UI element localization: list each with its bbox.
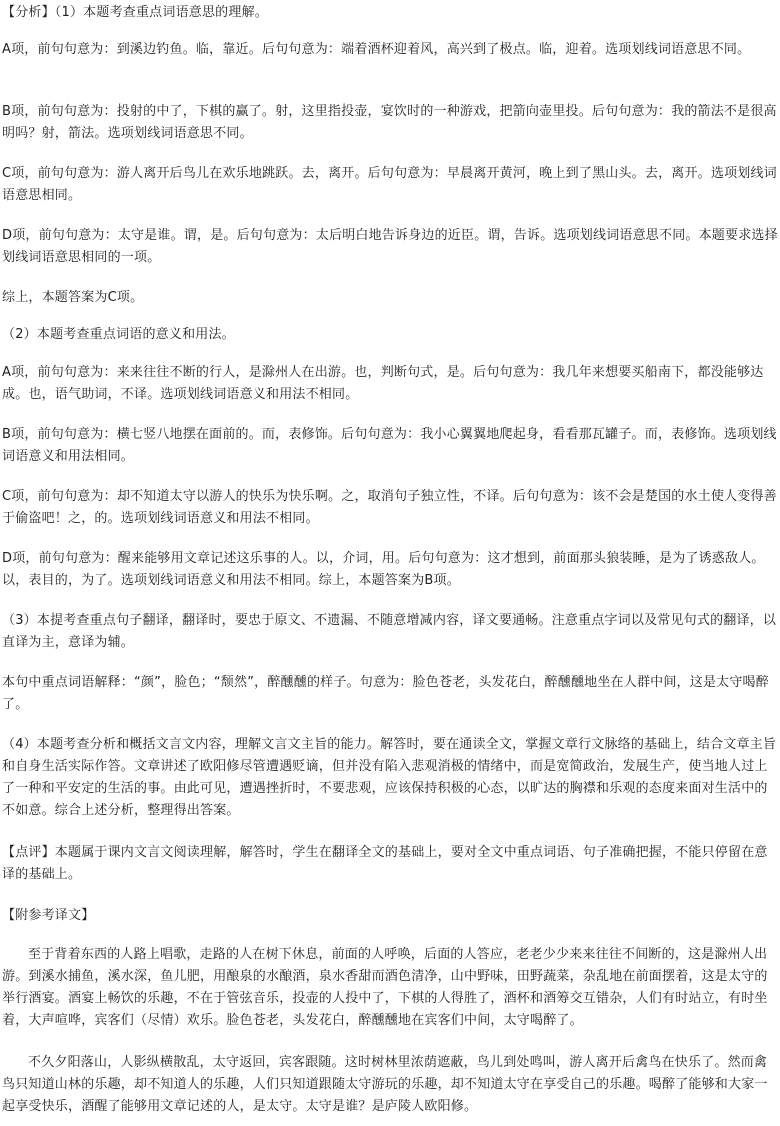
analysis-q2-option-c: C项，前句句意为：却不知道太守以游人的快乐为快乐啊。之，取消句子独立性，不译。后句句意为：该不会是楚国的水土使人变得善于偷盗吧！之，的。选项划线词语意义和用法不相同。 — [2, 489, 777, 526]
translation-paragraph-1: 至于背着东西的人路上唱歌，走路的人在树下休息，前面的人呼唤，后面的人答应，老老少少来来往往不间断的，这是滁州人出游。到溪水捕鱼，溪水深，鱼儿肥，用酿泉的水酿酒，泉水香甜而酒色清净，山中野味，田野蔬菜，杂乱地在前面摆着，这是太守的举行酒宴。酒宴上畅饮的乐趣，不在于管弦音乐，投壶的人投中了，下棋的人得胜了，酒杯和酒筹交互错杂，人们有时站立，有时坐着，大声喧哗，宾客们（尽情）欢乐。脸色苍老，头发花白，醉醺醺地在宾客们中间，太守喝醉了。 — [2, 947, 768, 1028]
analysis-q2-option-d: D项，前句句意为：醒来能够用文章记述这乐事的人。以，介词，用。后句句意为：这才想到，前面那头狼装睡，是为了诱惑敌人。以，表目的，为了。选项划线词语意义和用法不相同。综上，本题答案为B项。 — [2, 551, 765, 588]
analysis-heading-q1: 【分析】（1）本题考查重点词语意思的理解。 — [2, 5, 268, 20]
translation-heading: 【附参考译文】 — [2, 908, 95, 923]
analysis-q1-conclusion: 综上，本题答案为C项。 — [2, 290, 144, 305]
review-comment: 【点评】本题属于课内文言文阅读理解，解答时，学生在翻译全文的基础上，要对全文中重点词语、句子准确把握，不能只停留在意译的基础上。 — [2, 845, 768, 882]
analysis-q2-option-a: A项，前句句意为：来来往往不断的行人，是滁州人在出游。也，判断句式，是。后句句意为：我几年来想要买船南下，都没能够达成。也，语气助词，不译。选项划线词语意义和用法不相同。 — [2, 365, 764, 402]
analysis-q1-option-a: A项，前句句意为：到溪边钓鱼。临，靠近。后句句意为：端着酒杯迎着风，高兴到了极点。临，迎着。选项划线词语意思不同。 — [2, 42, 751, 57]
analysis-q1-option-b: B项，前句句意为：投射的中了，下棋的赢了。射，这里指投壶，宴饮时的一种游戏，把箭向壶里投。后句句意为：我的箭法不是很高明吗？射，箭法。选项划线词语意思不同。 — [2, 104, 777, 141]
analysis-q1-option-d: D项，前句句意为：太守是谁。谓，是。后句句意为：太后明白地告诉身边的近臣。谓，告诉。选项划线词语意思不同。本题要求选择划线词语意思相同的一项。 — [2, 228, 778, 265]
analysis-q4: （4）本题考查分析和概括文言文内容，理解文言文主旨的能力。解答时，要在通读全文，掌握文章行文脉络的基础上，结合文章主旨和自身生活实际作答。文章讲述了欧阳修尽管遭遇贬谪，但并没有陷入悲观消极的情绪中，而是宽简政治，发展生产，使当地人过上了一种和平安定的生活的事。由此可见，遭遇挫折时，不要悲观，应该保持积极的心态，以旷达的胸襟和乐观的态度来面对生活中的不如意。综合上述分析，整理得出答案。 — [2, 737, 777, 818]
analysis-q3-keywords: 本句中重点词语解释：“颜”，脸色；“颓然”，醉醺醺的样子。句意为：脸色苍老，头发花白，醉醺醺地坐在人群中间，这是太守喝醉了。 — [2, 675, 769, 712]
analysis-q1-option-c: C项，前句句意为：游人离开后鸟儿在欢乐地跳跃。去，离开。后句句意为：早晨离开黄河，晚上到了黑山头。去，离开。选项划线词语意思相同。 — [2, 166, 777, 203]
translation-paragraph-2: 不久夕阳落山，人影纵横散乱，太守返回，宾客跟随。这时树林里浓荫遮蔽，鸟儿到处鸣叫，游人离开后禽鸟在快乐了。然而禽鸟只知道山林的乐趣，却不知道人的乐趣，人们只知道跟随太守游玩的乐趣，却不知道太守在享受自己的乐趣。喝醉了能够和大家一起享受快乐，酒醒了能够用文章记述的人，是太守。太守是谁？是庐陵人欧阳修。 — [2, 1055, 768, 1114]
analysis-heading-q2: （2）本题考查重点词语的意义和用法。 — [2, 327, 235, 342]
analysis-q2-option-b: B项，前句句意为：横七竖八地摆在面前的。而，表修饰。后句句意为：我小心翼翼地爬起身，看看那瓦罐子。而，表修饰。选项划线词语意义和用法相同。 — [2, 427, 777, 464]
analysis-q3-intro: （3）本提考查重点句子翻译，翻译时，要忠于原文、不遗漏、不随意增减内容，译文要通畅。注意重点字词以及常见句式的翻译，以直译为主，意译为辅。 — [2, 613, 777, 650]
